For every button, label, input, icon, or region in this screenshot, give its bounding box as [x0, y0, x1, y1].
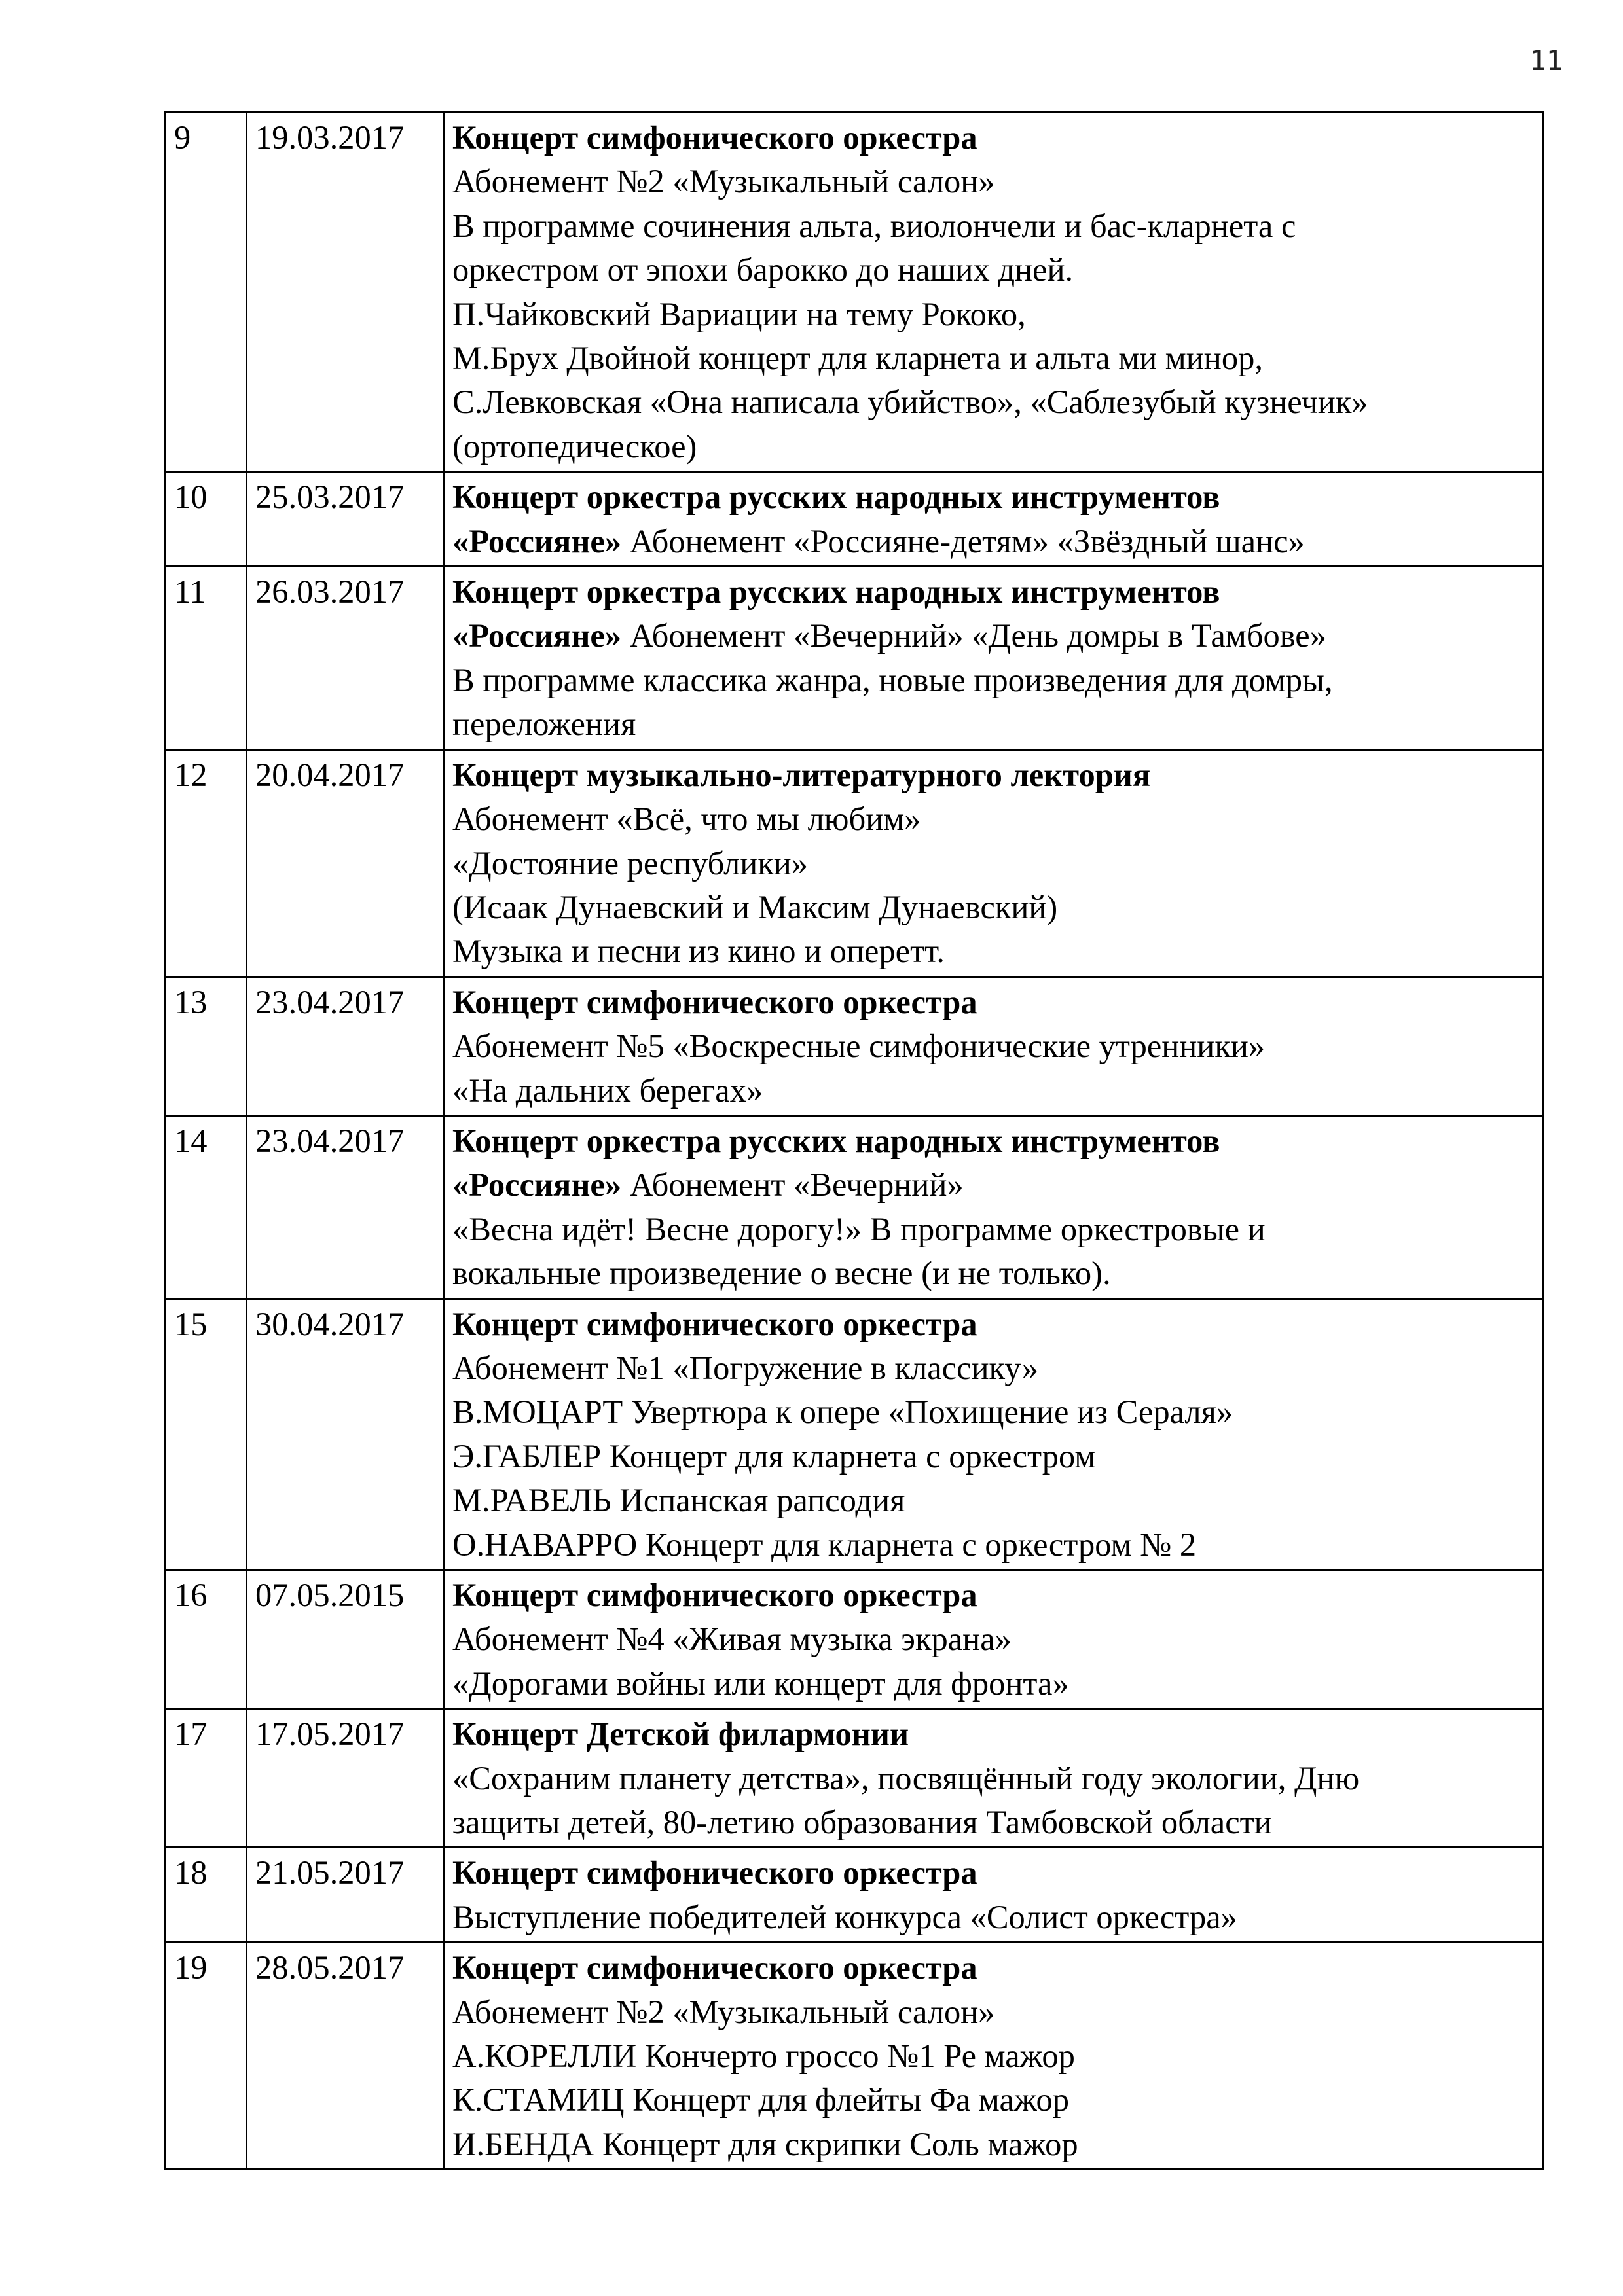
table-row	[166, 1848, 1543, 1943]
description-text: «Достояние республики»	[452, 844, 809, 882]
description-line	[452, 1024, 1535, 1068]
description-line	[452, 1346, 1535, 1390]
description-line	[452, 1573, 1535, 1617]
concert-date: 21.05.2017	[247, 1848, 444, 1943]
description-line	[452, 570, 1535, 614]
description-text: (ортопедическое)	[452, 427, 697, 465]
description-line	[452, 886, 1535, 929]
description-text: Музыка и песни из кино и оперетт.	[452, 933, 945, 970]
concert-date: 28.05.2017	[247, 1943, 444, 2170]
concert-title: «Россияне»	[452, 617, 622, 655]
description-text: «На дальних берегах»	[452, 1071, 763, 1109]
concert-description	[444, 1848, 1543, 1943]
description-line	[452, 658, 1535, 702]
concert-title: Концерт оркестра русских народных инструментов	[452, 573, 1220, 611]
description-line	[452, 797, 1535, 841]
description-line	[452, 160, 1535, 204]
description-line	[452, 2034, 1535, 2078]
description-line	[452, 425, 1535, 469]
row-number: 11	[166, 567, 247, 750]
concert-description	[444, 1115, 1543, 1299]
concert-title: Концерт оркестра русских народных инструментов	[452, 478, 1220, 516]
row-number: 12	[166, 749, 247, 977]
description-line	[452, 980, 1535, 1024]
description-text: В программе сочинения альта, виолончели и бас-кларнета с	[452, 207, 1296, 244]
description-text: В.МОЦАРТ Увертюра к опере «Похищение из Сераля»	[452, 1393, 1233, 1431]
row-number: 14	[166, 1115, 247, 1299]
description-text: Абонемент №1 «Погружение в классику»	[452, 1349, 1039, 1386]
description-text: переложения	[452, 706, 636, 743]
description-line	[452, 702, 1535, 746]
concert-title: Концерт музыкально-литературного лектория	[452, 756, 1151, 793]
description-line	[452, 116, 1535, 160]
table-row	[166, 749, 1543, 977]
description-line	[452, 842, 1535, 886]
description-text: Э.ГАБЛЕР Концерт для кларнета с оркестром	[452, 1437, 1096, 1475]
table-row	[166, 1943, 1543, 2170]
concert-title: Концерт симфонического оркестра	[452, 1854, 977, 1892]
description-text: «Весна идёт! Весне дорогу!» В программе оркестровые и	[452, 1210, 1266, 1247]
concert-description	[444, 472, 1543, 567]
concert-title: Концерт симфонического оркестра	[452, 1305, 977, 1342]
table-row	[166, 977, 1543, 1115]
description-text: Абонемент №2 «Музыкальный салон»	[452, 163, 995, 200]
description-line	[452, 248, 1535, 292]
concert-description	[444, 1299, 1543, 1570]
table-row	[166, 113, 1543, 472]
description-line	[452, 1302, 1535, 1346]
row-number: 17	[166, 1709, 247, 1848]
description-line	[452, 380, 1535, 424]
description-line	[452, 1251, 1535, 1295]
description-line	[452, 1163, 1535, 1207]
concert-title: Концерт симфонического оркестра	[452, 983, 977, 1020]
description-line	[452, 1435, 1535, 1479]
description-text: Абонемент №5 «Воскресные симфонические утренники»	[452, 1028, 1266, 1065]
description-text: М.Брух Двойной концерт для кларнета и альта ми минор,	[452, 340, 1263, 377]
row-number: 13	[166, 977, 247, 1115]
concert-date: 07.05.2015	[247, 1570, 444, 1709]
description-line	[452, 1946, 1535, 1990]
description-line	[452, 1801, 1535, 1844]
description-line	[452, 1712, 1535, 1756]
description-text: М.РАВЕЛЬ Испанская рапсодия	[452, 1482, 905, 1519]
concert-title: Концерт симфонического оркестра	[452, 1949, 977, 1986]
schedule-body	[166, 113, 1543, 2170]
concert-title: «Россияне»	[452, 1166, 622, 1204]
description-text: Абонемент «Всё, что мы любим»	[452, 800, 921, 838]
concert-date: 30.04.2017	[247, 1299, 444, 1570]
description-line	[452, 520, 1535, 564]
description-line	[452, 204, 1535, 248]
description-text: В программе классика жанра, новые произведения для домры,	[452, 661, 1333, 698]
row-number: 10	[166, 472, 247, 567]
concert-schedule-table	[164, 111, 1544, 2170]
concert-title: Концерт симфонического оркестра	[452, 119, 977, 156]
row-number: 9	[166, 113, 247, 472]
description-line	[452, 2078, 1535, 2122]
concert-description	[444, 749, 1543, 977]
description-line	[452, 2123, 1535, 2166]
description-line	[452, 929, 1535, 973]
concert-date: 20.04.2017	[247, 749, 444, 977]
description-line	[452, 1479, 1535, 1522]
description-text: оркестром от эпохи барокко до наших дней.	[452, 251, 1074, 289]
row-number: 15	[166, 1299, 247, 1570]
table-row	[166, 1299, 1543, 1570]
concert-description	[444, 1709, 1543, 1848]
table-row	[166, 472, 1543, 567]
description-text: К.СТАМИЦ Концерт для флейты Фа мажор	[452, 2081, 1069, 2119]
description-line	[452, 1390, 1535, 1434]
description-line	[452, 336, 1535, 380]
description-text: Абонемент №2 «Музыкальный салон»	[452, 1993, 995, 2030]
description-text: О.НАВАРРО Концерт для кларнета с оркестром № 2	[452, 1526, 1197, 1563]
table-row	[166, 1570, 1543, 1709]
description-text: П.Чайковский Вариации на тему Рококо,	[452, 295, 1026, 332]
description-text: С.Левковская «Она написала убийство», «Саблезубый кузнечик»	[452, 384, 1368, 421]
table-row	[166, 1115, 1543, 1299]
table-row	[166, 1709, 1543, 1848]
description-line	[452, 614, 1535, 658]
concert-description	[444, 567, 1543, 750]
concert-date: 26.03.2017	[247, 567, 444, 750]
row-number: 18	[166, 1848, 247, 1943]
description-text: вокальные произведение о весне (и не только).	[452, 1255, 1111, 1292]
description-text: Абонемент «Россияне-детям» «Звёздный шанс»	[621, 522, 1305, 560]
description-line	[452, 1069, 1535, 1113]
concert-title: Концерт оркестра русских народных инструментов	[452, 1122, 1220, 1159]
description-line	[452, 1895, 1535, 1939]
description-line	[452, 1757, 1535, 1801]
description-text: Выступление победителей конкурса «Солист оркестра»	[452, 1898, 1237, 1935]
concert-title: Концерт симфонического оркестра	[452, 1577, 977, 1613]
description-line	[452, 1523, 1535, 1567]
concert-title: Концерт Детской филармонии	[452, 1715, 909, 1753]
concert-date: 23.04.2017	[247, 1115, 444, 1299]
row-number: 19	[166, 1943, 247, 2170]
concert-date: 23.04.2017	[247, 977, 444, 1115]
description-line	[452, 1208, 1535, 1251]
row-number: 16	[166, 1570, 247, 1709]
description-text: И.БЕНДА Концерт для скрипки Соль мажор	[452, 2125, 1078, 2162]
description-line	[452, 293, 1535, 336]
description-text: защиты детей, 80-летию образования Тамбовской области	[452, 1804, 1272, 1841]
concert-date: 17.05.2017	[247, 1709, 444, 1848]
concert-date: 25.03.2017	[247, 472, 444, 567]
description-line	[452, 1851, 1535, 1895]
description-text: «Дорогами войны или концерт для фронта»	[452, 1664, 1069, 1702]
page-number: 11	[1529, 45, 1563, 77]
concert-description	[444, 977, 1543, 1115]
description-text: Абонемент «Вечерний»	[621, 1166, 964, 1204]
table-row	[166, 567, 1543, 750]
description-text: (Исаак Дунаевский и Максим Дунаевский)	[452, 888, 1058, 925]
concert-description	[444, 1570, 1543, 1709]
description-line	[452, 1662, 1535, 1706]
description-text: «Сохраним планету детства», посвящённый году экологии, Дню	[452, 1759, 1360, 1797]
concert-description	[444, 1943, 1543, 2170]
description-line	[452, 1119, 1535, 1163]
description-text: А.КОРЕЛЛИ Кончерто гроссо №1 Ре мажор	[452, 2037, 1075, 2075]
description-line	[452, 1617, 1535, 1661]
description-line	[452, 1990, 1535, 2034]
description-text: Абонемент №4 «Живая музыка экрана»	[452, 1621, 1012, 1658]
concert-date: 19.03.2017	[247, 113, 444, 472]
concert-description	[444, 113, 1543, 472]
description-text: Абонемент «Вечерний» «День домры в Тамбове»	[621, 617, 1326, 655]
description-line	[452, 475, 1535, 519]
description-line	[452, 753, 1535, 797]
concert-title: «Россияне»	[452, 522, 622, 560]
